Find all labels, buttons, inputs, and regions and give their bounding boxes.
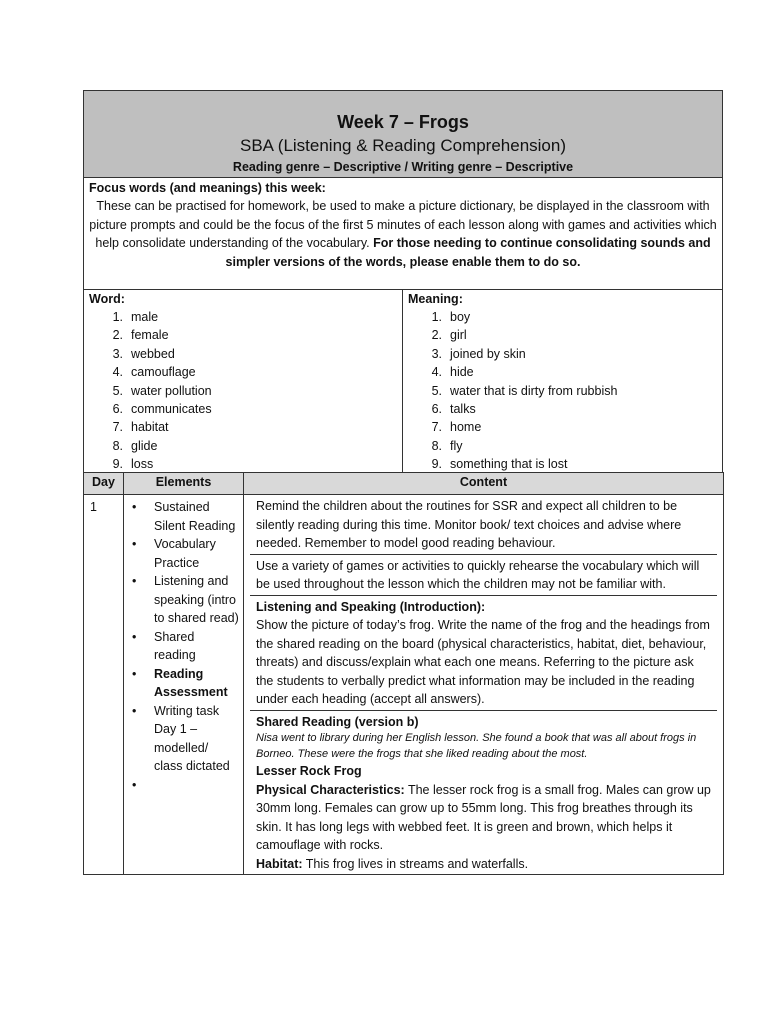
word-number: 4. bbox=[112, 365, 123, 380]
meaning-item bbox=[408, 382, 717, 400]
meaning-text: home bbox=[450, 420, 482, 435]
element-text: Writing task Day 1 – modelled/ class dictated bbox=[154, 703, 230, 773]
week-header bbox=[83, 90, 723, 178]
meaning-number: 7. bbox=[431, 420, 442, 435]
meaning-item bbox=[408, 437, 717, 455]
meaning-number: 2. bbox=[431, 328, 442, 343]
meaning-number: 4. bbox=[431, 365, 442, 380]
listening-content bbox=[250, 596, 717, 711]
lesson-table bbox=[83, 472, 724, 875]
elements-list bbox=[132, 495, 239, 794]
header-content: Content bbox=[244, 473, 724, 495]
meaning-number: 5. bbox=[431, 383, 442, 398]
meaning-text: talks bbox=[450, 402, 476, 417]
focus-text bbox=[88, 197, 718, 271]
word-label: Word: bbox=[89, 292, 125, 306]
habitat bbox=[256, 855, 711, 874]
word-item bbox=[89, 437, 397, 455]
bullet-icon: • bbox=[132, 500, 137, 514]
header-day: Day bbox=[84, 473, 124, 495]
element-text: Sustained Silent Reading bbox=[154, 500, 236, 533]
element-item bbox=[132, 498, 239, 535]
element-text: Shared reading bbox=[154, 629, 196, 662]
habitat-text: This frog lives in streams and waterfalls. bbox=[302, 856, 529, 871]
shared-reading-heading: Shared Reading (version b) bbox=[256, 714, 419, 729]
word-text: camouflage bbox=[131, 365, 196, 380]
word-text: loss bbox=[131, 457, 154, 472]
meaning-list bbox=[408, 308, 717, 474]
word-text: habitat bbox=[131, 420, 169, 435]
listening-heading: Listening and Speaking (Introduction): bbox=[256, 599, 486, 614]
element-item bbox=[132, 665, 239, 702]
focus-bold-note: For those needing to continue consolidating sounds and simpler versions of the words, please enable them to do so. bbox=[225, 236, 711, 269]
element-item bbox=[132, 535, 239, 572]
bullet-icon: • bbox=[132, 574, 137, 588]
meaning-item bbox=[408, 363, 717, 381]
bullet-icon: • bbox=[132, 629, 137, 644]
word-number: 5. bbox=[112, 383, 123, 398]
vocab-content: Use a variety of games or activities to quickly rehearse the vocabulary which will be used throughout the lesson which the children may not be familiar with. bbox=[250, 555, 717, 596]
meaning-text: fly bbox=[450, 438, 463, 453]
physical-characteristics bbox=[256, 781, 711, 855]
focus-body: These can be practised for homework, be used to make a picture dictionary, be displayed in the classroom with picture prompts and could be the focus of the first 5 minutes of each lesson along with games and activities which help consolidate understanding of the vocabulary. bbox=[89, 199, 717, 250]
meaning-item bbox=[408, 326, 717, 344]
word-text: webbed bbox=[131, 346, 175, 361]
meaning-number: 3. bbox=[431, 346, 442, 361]
meaning-text: hide bbox=[450, 365, 474, 380]
physical-text: The lesser rock frog is a small frog. Males can grow up 30mm long. Females can grow up to 55mm long. This frog breathes through its skin. It has long legs with webbed feet. It is green and brown, which helps it camouflage with rocks. bbox=[256, 782, 711, 852]
meaning-column bbox=[402, 289, 723, 473]
word-text: water pollution bbox=[131, 383, 212, 398]
word-item bbox=[89, 418, 397, 436]
word-text: female bbox=[131, 328, 169, 343]
word-column bbox=[83, 289, 403, 473]
meaning-label: Meaning: bbox=[408, 292, 463, 306]
ssr-content: Remind the children about the routines for SSR and expect all children to be silently reading during this time. Monitor book/ text choices and advise where needed. Remember to model good reading behaviour. bbox=[250, 495, 717, 555]
elements-cell bbox=[124, 495, 244, 875]
bullet-icon: • bbox=[132, 703, 137, 718]
meaning-number: 6. bbox=[431, 402, 442, 417]
shared-reading-content bbox=[250, 711, 717, 875]
page-subtitle: SBA (Listening & Reading Comprehension) bbox=[239, 136, 567, 155]
meaning-number: 9. bbox=[431, 457, 442, 472]
meaning-item bbox=[408, 345, 717, 363]
shared-reading-intro: Nisa went to library during her English lesson. She found a book that was all about frogs in Borneo. These were the frogs that she liked reading about the most. bbox=[256, 732, 697, 760]
meaning-number: 1. bbox=[431, 310, 442, 324]
day-cell: 1 bbox=[84, 495, 124, 875]
word-item bbox=[89, 382, 397, 400]
table-header-row bbox=[84, 473, 724, 495]
bullet-icon: • bbox=[132, 666, 137, 681]
word-item bbox=[89, 400, 397, 418]
bullet-icon: • bbox=[132, 777, 137, 792]
meaning-text: something that is lost bbox=[450, 457, 568, 472]
word-list bbox=[89, 308, 397, 474]
meaning-item bbox=[408, 400, 717, 418]
element-item bbox=[132, 702, 239, 776]
word-number: 7. bbox=[112, 420, 123, 435]
meaning-item bbox=[408, 308, 717, 326]
table-row bbox=[84, 495, 724, 875]
meaning-text: water that is dirty from rubbish bbox=[450, 383, 618, 398]
word-number: 1. bbox=[112, 310, 123, 324]
word-text: male bbox=[131, 310, 159, 324]
focus-label: Focus words (and meanings) this week: bbox=[89, 181, 326, 195]
element-text: Vocabulary Practice bbox=[154, 537, 216, 570]
meaning-item bbox=[408, 418, 717, 436]
word-item bbox=[89, 363, 397, 381]
genre-line: Reading genre – Descriptive / Writing genre – Descriptive bbox=[232, 160, 574, 174]
page-title: Week 7 – Frogs bbox=[337, 112, 469, 132]
listening-body: Show the picture of today’s frog. Write the name of the frog and the headings from the shared reading on the board (physical characteristics, habitat, diet, behaviour, threats) and discuss/explain what each one means. Referring to the picture ask the students to verbally predict what information may be included in the reading under each heading (accept all answers). bbox=[256, 618, 710, 706]
habitat-label: Habitat: bbox=[256, 856, 303, 871]
content-cell bbox=[244, 495, 724, 875]
element-text: Reading Assessment bbox=[154, 666, 228, 699]
word-text: communicates bbox=[131, 402, 212, 417]
physical-label: Physical Characteristics: bbox=[256, 782, 405, 797]
meaning-item bbox=[408, 455, 717, 473]
word-text: glide bbox=[131, 438, 158, 453]
element-item bbox=[132, 572, 239, 628]
meaning-number: 8. bbox=[431, 438, 442, 453]
word-item bbox=[89, 308, 397, 326]
header-elements: Elements bbox=[124, 473, 244, 495]
word-number: 3. bbox=[112, 346, 123, 361]
focus-words-section bbox=[83, 177, 723, 290]
word-number: 6. bbox=[112, 402, 123, 417]
element-item bbox=[132, 776, 239, 795]
word-number: 9. bbox=[112, 457, 123, 472]
meaning-text: boy bbox=[450, 310, 471, 324]
word-item bbox=[89, 455, 397, 473]
word-item bbox=[89, 345, 397, 363]
meaning-text: joined by skin bbox=[450, 346, 526, 361]
meaning-text: girl bbox=[450, 328, 467, 343]
frog-name: Lesser Rock Frog bbox=[256, 764, 362, 778]
element-item bbox=[132, 628, 239, 665]
word-item bbox=[89, 326, 397, 344]
word-number: 2. bbox=[112, 328, 123, 343]
word-number: 8. bbox=[112, 438, 123, 453]
bullet-icon: • bbox=[132, 537, 137, 551]
element-text: Listening and speaking (intro to shared read) bbox=[154, 574, 239, 625]
